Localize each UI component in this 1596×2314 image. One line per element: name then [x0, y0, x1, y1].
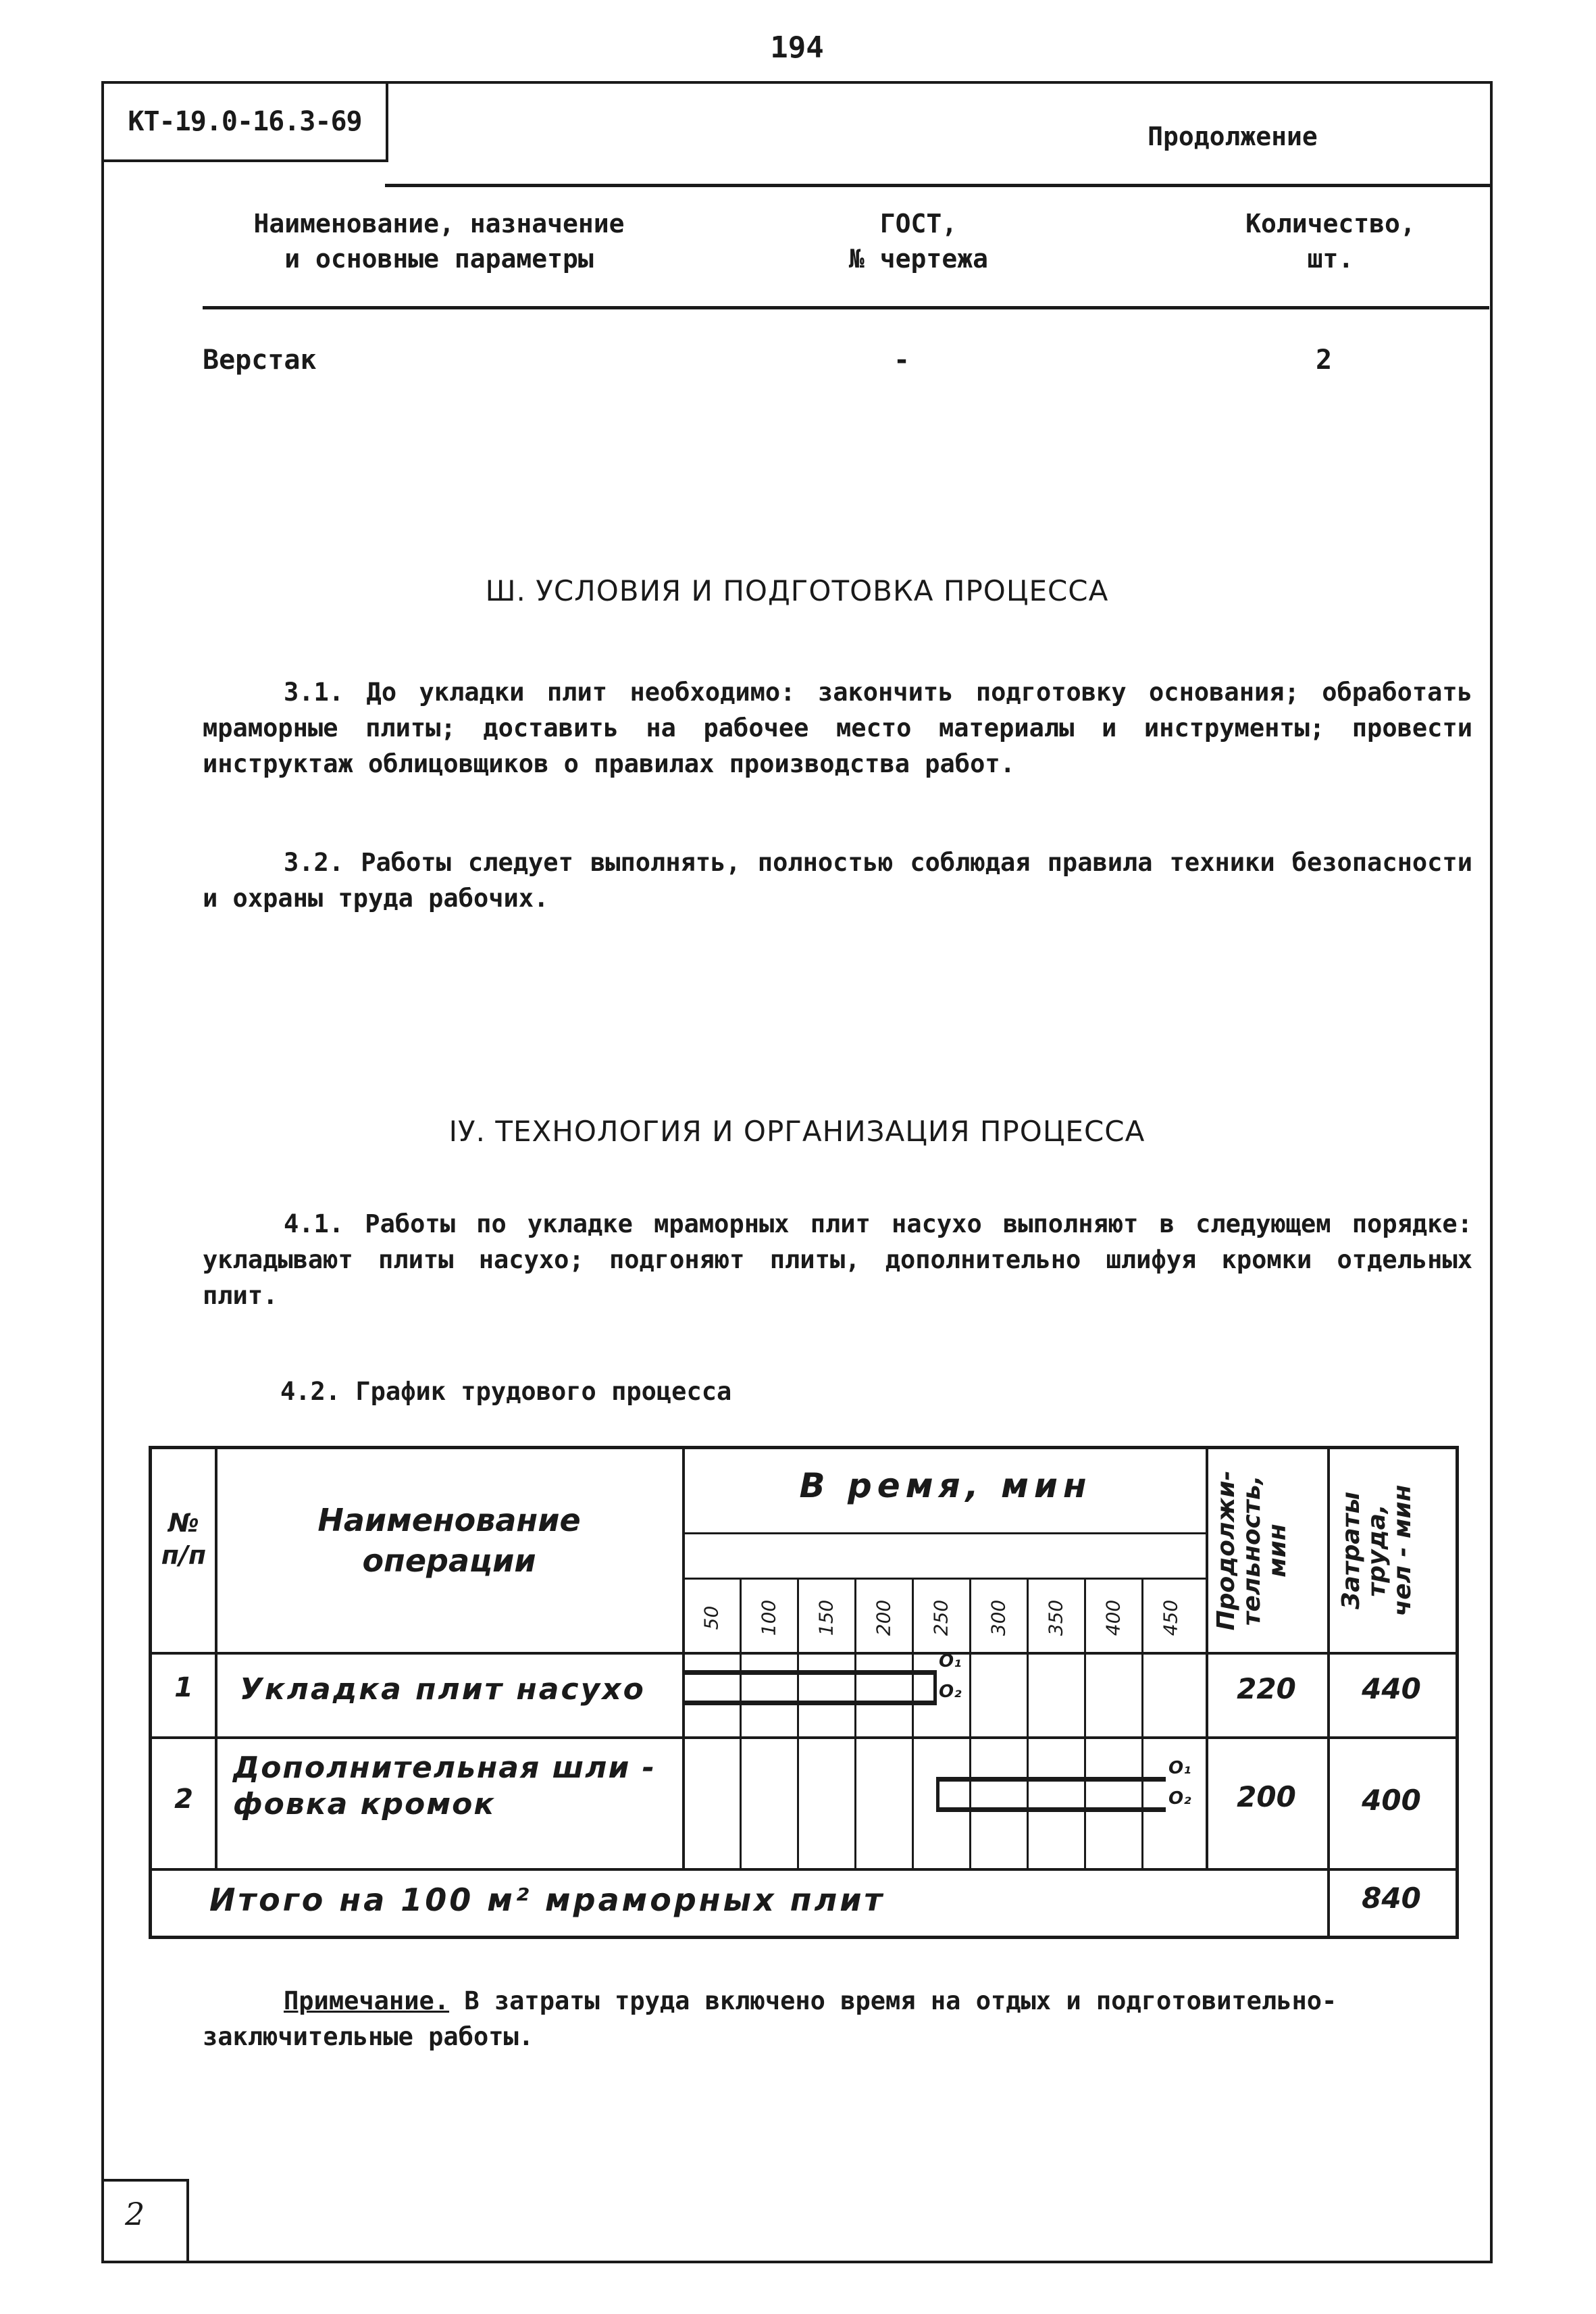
time-tick: 250 [929, 1599, 952, 1636]
time-tick: 450 [1159, 1599, 1182, 1636]
crew-label: О₂ [1168, 1788, 1191, 1809]
gantt-bar [936, 1807, 1166, 1812]
chart-header-time: В ремя, мин [799, 1466, 1092, 1505]
crew-label: О₁ [939, 1651, 962, 1671]
time-tick: 350 [1044, 1599, 1067, 1636]
time-tick: 200 [872, 1599, 895, 1636]
chart-row-1-operation: Укладка плит насухо [240, 1672, 646, 1707]
chart-row-1-labor: 440 [1362, 1672, 1421, 1705]
corner-box [101, 2179, 189, 2263]
chart-header-operation: Наименование операции [317, 1502, 581, 1579]
note [203, 1983, 1472, 2055]
table-header-rule [203, 306, 1489, 309]
paragraph-3-1: 3.1. До укладки плит необходимо: закончить подготовку основания; обработать мраморные плиты; доставить на рабочее место материалы и инструменты; провести инструктаж облицовщиков о правилах производства работ. [203, 678, 1472, 778]
gantt-connector [936, 1777, 939, 1812]
time-tick: 100 [757, 1599, 780, 1636]
chart-header-labor: Затраты труда, чел - мин [1337, 1484, 1416, 1617]
chart-total-value: 840 [1362, 1882, 1421, 1915]
note-label: Примечание. [284, 1986, 450, 2015]
crew-label: О₁ [1168, 1758, 1191, 1778]
time-tick: 300 [987, 1599, 1010, 1636]
chart-row-1-duration: 220 [1237, 1672, 1296, 1705]
paragraph-4-1: 4.1. Работы по укладке мраморных плит насухо выполняют в следующем порядке: укладывают плиты насухо; подгоняют плиты, дополнительно шлифуя кромки отдельных плит. [203, 1209, 1472, 1310]
paragraph-4-2: 4.2. График трудового процесса [280, 1377, 732, 1406]
section-3-title: Ш. УСЛОВИЯ И ПОДГОТОВКА ПРОЦЕССА [485, 574, 1109, 607]
table-cell-gost: - [893, 345, 910, 376]
gantt-bar [684, 1701, 936, 1705]
gantt-bar [684, 1670, 936, 1675]
time-tick: 400 [1102, 1599, 1125, 1636]
chart-total-label: Итого на 100 м² мраморных плит [209, 1882, 885, 1918]
gantt-bar [936, 1777, 1166, 1782]
table-top-rule [385, 184, 1493, 187]
chart-row-1-no: 1 [174, 1672, 193, 1703]
chart-row-2-duration: 200 [1237, 1780, 1296, 1813]
section-4-title: IУ. ТЕХНОЛОГИЯ И ОРГАНИЗАЦИЯ ПРОЦЕССА [448, 1115, 1145, 1148]
page-number: 194 [770, 30, 824, 65]
note-text: В затраты труда включено время на отдых и подготовительно-заключительные работы. [203, 1986, 1337, 2051]
document-code: КТ-19.0-16.3-69 [101, 81, 388, 162]
chart-row-2-operation: Дополнительная шли - фовка кромок [233, 1751, 656, 1821]
time-tick: 50 [700, 1605, 723, 1630]
gantt-connector [933, 1670, 937, 1705]
header-gost: ГОСТ, № чертежа [849, 209, 988, 274]
chart-header-no: № п/п [161, 1508, 207, 1570]
table-cell-qty: 2 [1315, 345, 1333, 376]
header-qty: Количество, шт. [1245, 209, 1416, 274]
corner-number: 2 [125, 2196, 145, 2232]
chart-header-duration: Продолжи- тельность, мин [1212, 1470, 1291, 1631]
continuation-label: Продолжение [1148, 122, 1318, 151]
time-tick: 150 [815, 1599, 838, 1636]
header-name: Наименование, назначение и основные параметры [253, 209, 625, 274]
crew-label: О₂ [939, 1682, 962, 1702]
chart-row-2-no: 2 [174, 1784, 193, 1815]
paragraph-3-2: 3.2. Работы следует выполнять, полностью соблюдая правила техники безопасности и охраны труда рабочих. [203, 848, 1472, 913]
table-cell-name: Верстак [203, 345, 317, 376]
chart-row-2-labor: 400 [1362, 1784, 1421, 1817]
